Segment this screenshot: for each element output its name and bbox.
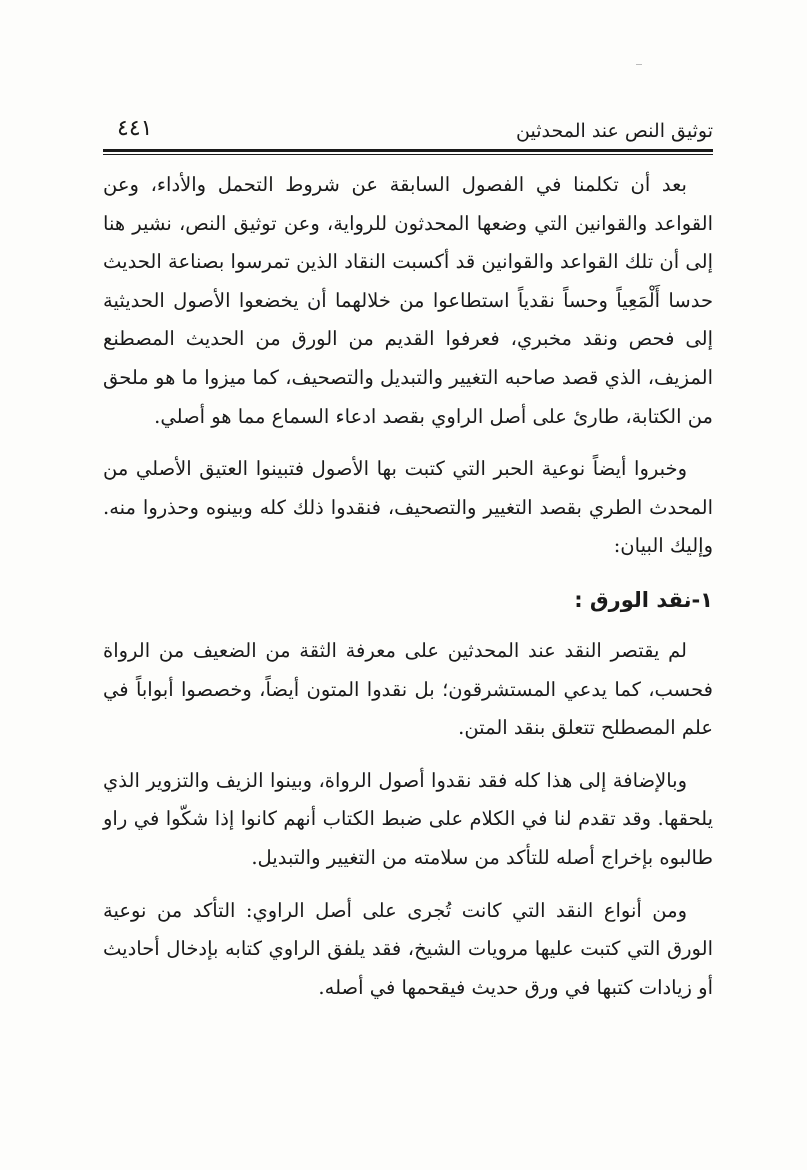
paragraph-section-3: ومن أنواع النقد التي كانت تُجرى على أصل الراوي: التأكد من نوعية الورق التي كتبت عليها مرويات الشيخ، فقد يلفق الراوي كتابه بإدخال أحاديث أو زيادات كتبها في ورق حديث فيقحمها في أصله. <box>103 898 713 999</box>
scan-mark <box>636 64 642 65</box>
page-header <box>103 116 713 152</box>
paragraph-ink: وخبروا أيضاً نوعية الحبر التي كتبت بها الأصول فتبينوا العتيق الأصلي من المحدث الطري بقصد التغيير والتصحيف، فنقدوا ذلك كله وبينوه وحذروا منه. وإليك البيان: <box>103 457 713 558</box>
paragraph-section-1: لم يقتصر النقد عند المحدثين على معرفة الثقة من الضعيف من الرواة فحسب، كما يدعي المستشرقون؛ بل نقدوا المتون أيضاً، وخصصوا أبواباً في علم المصطلح تتعلق بنقد المتن. <box>103 638 713 740</box>
running-title: توثيق النص عند المحدثين <box>516 120 713 142</box>
section-heading: ١-نقد الورق : <box>574 587 713 612</box>
paragraph-section-2: وبالإضافة إلى هذا كله فقد نقدوا أصول الرواة، وبينوا الزيف والتزوير الذي يلحقها. وقد تقدم لنا في الكلام على ضبط الكتاب أنهم كانوا إذا شكّوا في راو طالبوه بإخراج أصله للتأكد من سلامته من التغيير والتبديل. <box>103 768 713 869</box>
header-rule-thick <box>103 149 713 152</box>
paragraph-intro: بعد أن تكلمنا في الفصول السابقة عن شروط التحمل والأداء، وعن القواعد والقوانين التي وضعها المحدثون للرواية، وعن توثيق النص، نشير هنا إلى أن تلك القواعد والقوانين قد أكسبت النقاد الذين تمرسوا بصناعة الحديث حدسا أَلْمَعِياً وحساً نقدياً استطاعوا من خلالهما أن يخضعوا الأصول الحديثية إلى فحص ونقد مخبري، فعرفوا القديم من الورق من الحديث المصطنع المزيف، الذي قصد صاحبه التغيير والتبديل والتصحيف، كما ميزوا ما هو ملحق من الكتابة، طارئ على أصل الراوي بقصد ادعاء السماع مما هو أصلي. <box>103 173 713 428</box>
page-number: ٤٤١ <box>117 116 153 141</box>
header-rule-thin <box>103 154 713 155</box>
body-text <box>103 166 713 1021</box>
